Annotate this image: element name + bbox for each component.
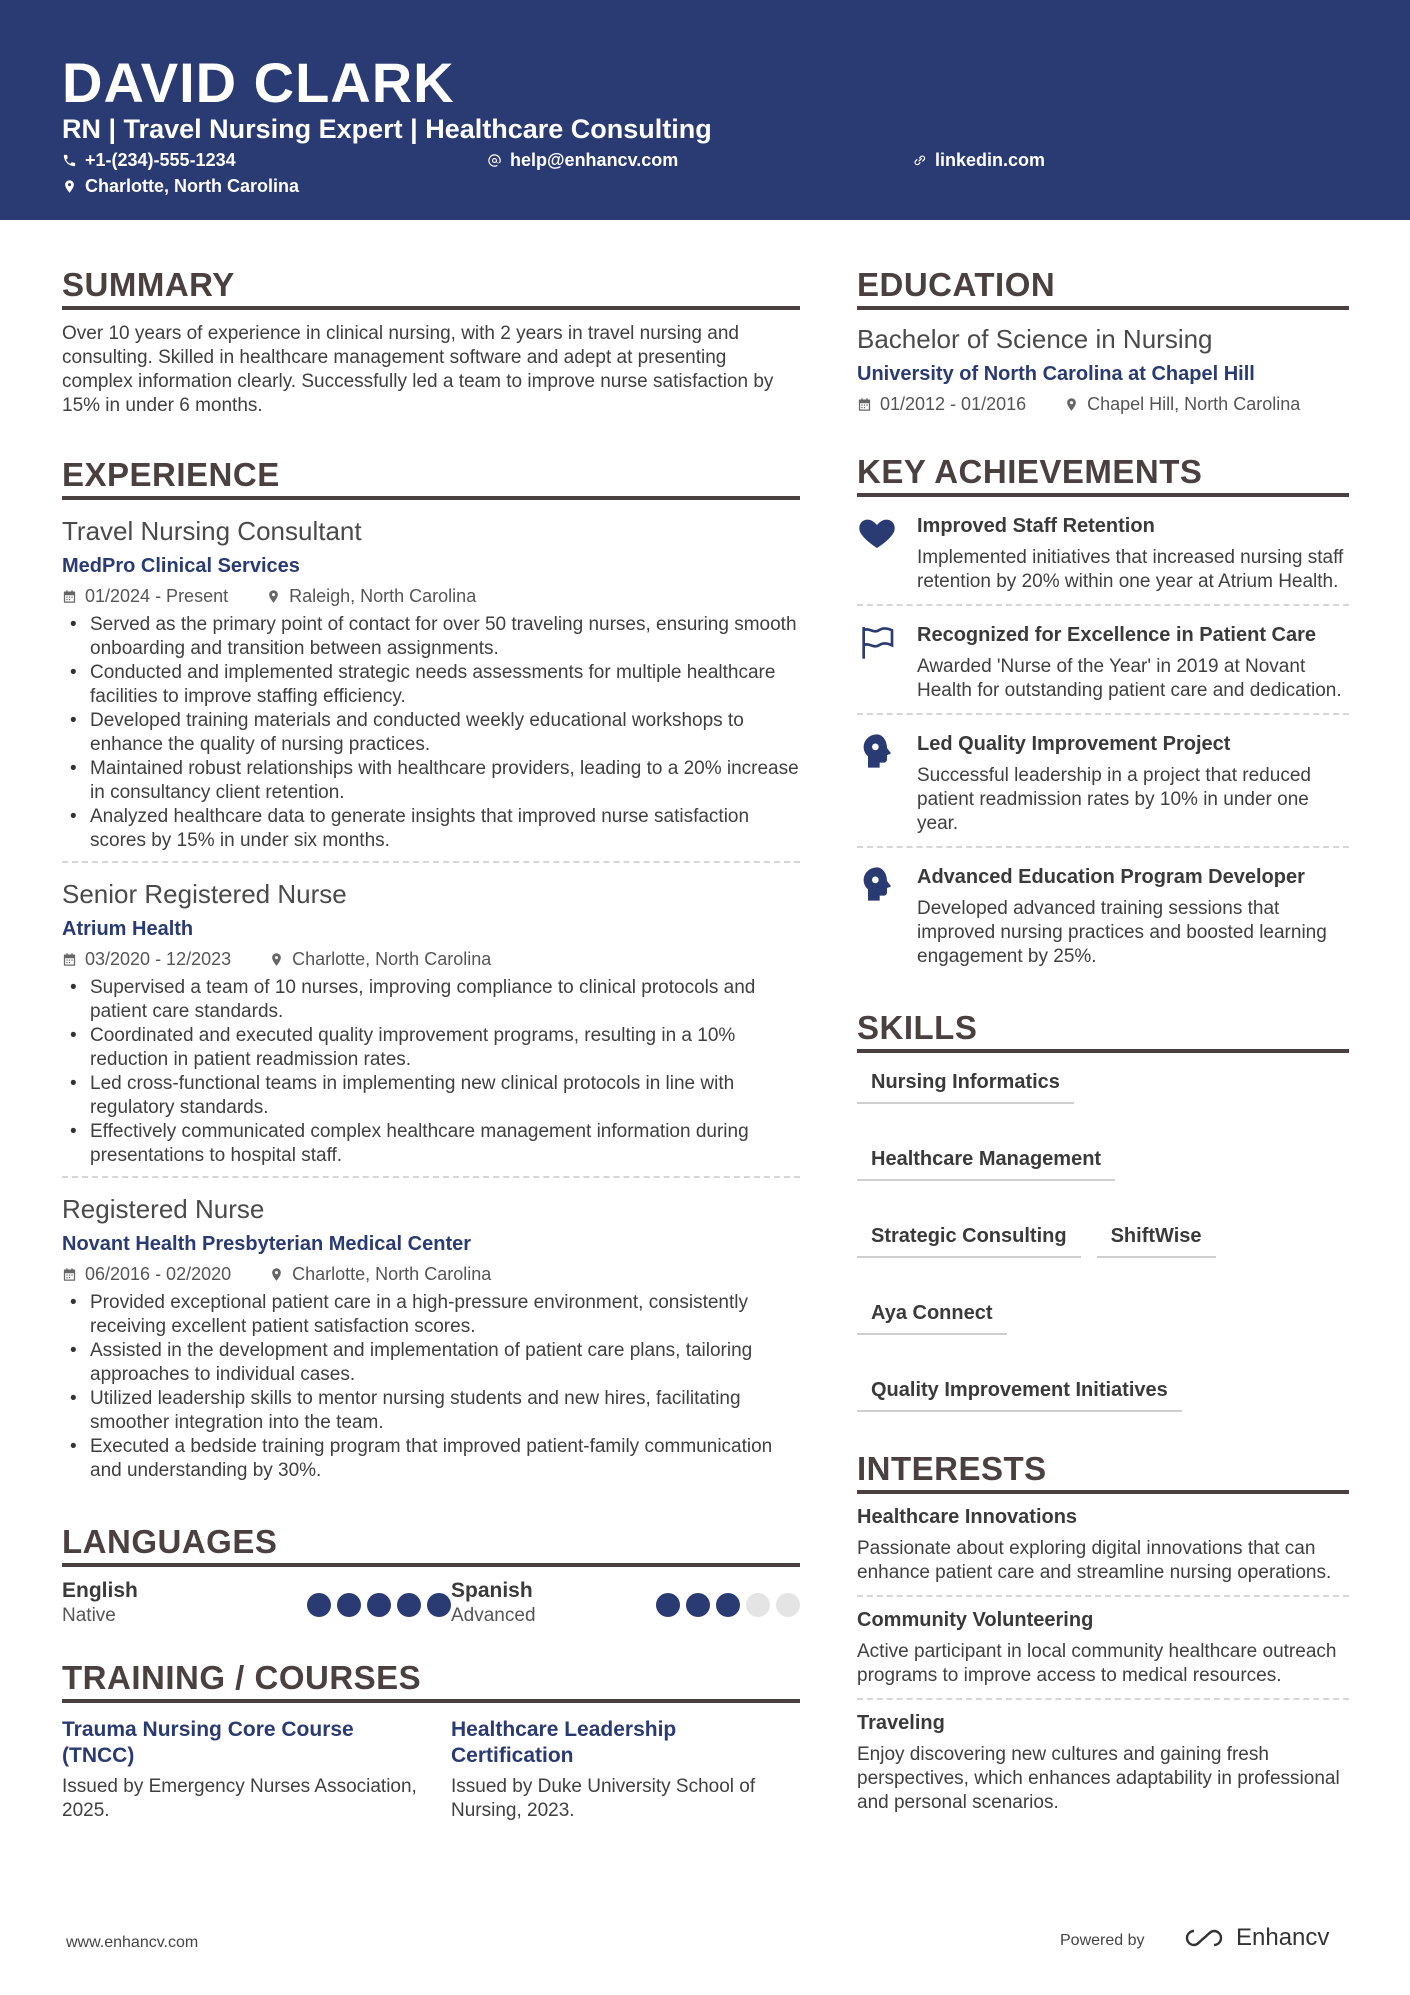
rating-dot-empty — [746, 1593, 770, 1617]
enhancv-logo-icon — [1180, 1926, 1228, 1950]
achievement-desc: Implemented initiatives that increased nursing staff retention by 20% within one year at Atrium Health. — [917, 547, 1344, 592]
contact-email[interactable] — [487, 150, 678, 171]
bullet-item: • Analyzed healthcare data to generate insights that improved nurse satisfaction scores by 15% in under six months. — [62, 805, 800, 853]
language-rating — [656, 1593, 800, 1627]
achievement-item — [857, 846, 1349, 979]
skills-list — [857, 1067, 1349, 1412]
achievement-item — [857, 497, 1349, 604]
job-meta — [62, 949, 800, 970]
language-rating — [307, 1593, 451, 1627]
phone-icon — [62, 153, 77, 168]
skill-tag: Healthcare Management — [857, 1144, 1115, 1181]
phone-text: +1-(234)-555-1234 — [85, 150, 236, 170]
calendar-icon — [857, 397, 872, 412]
training-title: TRAINING / COURSES — [62, 1659, 800, 1703]
contact-linkedin[interactable] — [912, 150, 1045, 171]
job-title: Travel Nursing Consultant — [62, 516, 362, 546]
linkedin-text[interactable]: linkedin.com — [935, 150, 1046, 170]
head-icon — [857, 731, 897, 771]
contact-phone — [62, 150, 236, 171]
job-meta — [62, 586, 800, 607]
job-dates: 03/2020 - 12/2023 — [85, 949, 232, 969]
footer-powered-by: Powered by — [1060, 1932, 1145, 1949]
location-pin-icon — [266, 589, 281, 604]
language-name: English — [62, 1579, 138, 1602]
achievement-title: Recognized for Excellence in Patient Care — [917, 624, 1317, 646]
bullet-item: • Assisted in the development and implementation of patient care plans, tailoring approaches to individual cases. — [62, 1339, 800, 1387]
calendar-icon — [62, 589, 77, 604]
bullet-item: • Provided exceptional patient care in a high-pressure environment, consistently receiving excellent patient satisfaction scores. — [62, 1291, 800, 1339]
job-divider — [62, 861, 800, 863]
job-title: Senior Registered Nurse — [62, 879, 347, 909]
head-icon — [857, 864, 897, 904]
language-name: Spanish — [451, 1579, 533, 1602]
job-entry — [62, 879, 800, 1178]
job-entry — [62, 516, 800, 863]
link-icon — [912, 153, 927, 168]
languages-title: LANGUAGES — [62, 1523, 800, 1567]
language-level: Native — [62, 1605, 116, 1626]
interest-item — [857, 1595, 1349, 1698]
bullet-item: • Served as the primary point of contact for over 50 traveling nurses, ensuring smooth onboarding and transition between assignments. — [62, 613, 800, 661]
job-bullets — [62, 976, 800, 1168]
education-title: EDUCATION — [857, 266, 1349, 310]
job-divider — [62, 1176, 800, 1178]
resume-header — [0, 0, 1410, 220]
bullet-item: • Effectively communicated complex healthcare management information during presentations to hospital staff. — [62, 1120, 800, 1168]
summary-section — [62, 266, 800, 418]
job-dates: 01/2024 - Present — [85, 586, 229, 606]
summary-text: Over 10 years of experience in clinical nursing, with 2 years in travel nursing and consulting. Skilled in healthcare management software and adept at presenting complex information clearly. Successfully led a team to improve nurse satisfaction by 15% in under 6 months. — [62, 323, 774, 416]
skills-section — [857, 1009, 1349, 1412]
left-column — [62, 266, 800, 1823]
rating-dot-filled — [427, 1593, 451, 1617]
rating-dot-filled — [686, 1593, 710, 1617]
language-item — [451, 1579, 800, 1627]
rating-dot-filled — [716, 1593, 740, 1617]
rating-dot-filled — [656, 1593, 680, 1617]
course-title: Healthcare Leadership Certification — [451, 1718, 677, 1767]
languages-list — [62, 1579, 800, 1627]
achievements-section — [857, 453, 1349, 979]
job-company: MedPro Clinical Services — [62, 555, 300, 577]
footer-website[interactable]: www.enhancv.com — [66, 1934, 199, 1951]
course-item — [62, 1717, 451, 1823]
location-pin-icon — [269, 1267, 284, 1282]
achievement-desc: Awarded 'Nurse of the Year' in 2019 at Novant Health for outstanding patient care and dedication. — [917, 656, 1342, 701]
job-bullets — [62, 1291, 800, 1483]
calendar-icon — [62, 952, 77, 967]
bullet-item: • Conducted and implemented strategic needs assessments for multiple healthcare facilities to improve staffing efficiency. — [62, 661, 800, 709]
education-school: University of North Carolina at Chapel Hill — [857, 363, 1255, 385]
language-item — [62, 1579, 451, 1627]
skill-tag: ShiftWise — [1097, 1221, 1216, 1258]
right-column — [857, 266, 1349, 1825]
bullet-item: • Maintained robust relationships with healthcare providers, leading to a 20% increase in consultancy client retention. — [62, 757, 800, 805]
courses-list — [62, 1717, 800, 1823]
job-dates: 06/2016 - 02/2020 — [85, 1264, 232, 1284]
experience-section — [62, 456, 800, 1483]
email-text[interactable]: help@enhancv.com — [510, 150, 679, 170]
interest-desc: Passionate about exploring digital innovations that can enhance patient care and streamline nursing operations. — [857, 1538, 1332, 1583]
interests-title: INTERESTS — [857, 1450, 1349, 1494]
languages-section — [62, 1523, 800, 1627]
bullet-item: • Coordinated and executed quality improvement programs, resulting in a 10% reduction in patient readmission rates. — [62, 1024, 800, 1072]
bullet-item: • Led cross-functional teams in implementing new clinical protocols in line with regulatory standards. — [62, 1072, 800, 1120]
course-item — [451, 1717, 800, 1823]
achievement-desc: Successful leadership in a project that reduced patient readmission rates by 10% in under one year. — [917, 765, 1311, 834]
achievement-item — [857, 604, 1349, 713]
rating-dot-filled — [337, 1593, 361, 1617]
interest-desc: Active participant in local community healthcare outreach programs to improve access to medical resources. — [857, 1641, 1337, 1686]
course-title: Trauma Nursing Core Course (TNCC) — [62, 1718, 354, 1767]
job-company: Atrium Health — [62, 918, 194, 940]
bullet-item: • Executed a bedside training program that improved patient-family communication and understanding by 30%. — [62, 1435, 800, 1483]
achievements-title: KEY ACHIEVEMENTS — [857, 453, 1349, 497]
skill-tag: Strategic Consulting — [857, 1221, 1081, 1258]
interest-title: Traveling — [857, 1712, 945, 1734]
location-text: Charlotte, North Carolina — [85, 176, 300, 196]
education-degree: Bachelor of Science in Nursing — [857, 324, 1213, 354]
achievement-item — [857, 713, 1349, 846]
achievement-title: Advanced Education Program Developer — [917, 866, 1305, 888]
calendar-icon — [62, 1267, 77, 1282]
candidate-subtitle: RN | Travel Nursing Expert | Healthcare Consulting — [62, 114, 712, 144]
interest-item — [857, 1698, 1349, 1825]
rating-dot-filled — [367, 1593, 391, 1617]
job-company: Novant Health Presbyterian Medical Center — [62, 1233, 472, 1255]
achievement-desc: Developed advanced training sessions that improved nursing practices and boosted learning engagement by 25%. — [917, 898, 1327, 967]
education-location: Chapel Hill, North Carolina — [1087, 394, 1301, 414]
job-meta — [62, 1264, 800, 1285]
summary-title: SUMMARY — [62, 266, 800, 310]
heart-icon — [857, 513, 897, 553]
contact-location — [62, 176, 299, 197]
job-entry — [62, 1194, 800, 1483]
experience-title: EXPERIENCE — [62, 456, 800, 500]
interest-desc: Enjoy discovering new cultures and gaining fresh perspectives, which enhances adaptability in professional and personal scenarios. — [857, 1744, 1340, 1813]
education-meta — [857, 394, 1349, 415]
education-dates: 01/2012 - 01/2016 — [880, 394, 1027, 414]
language-level: Advanced — [451, 1605, 536, 1626]
job-location: Charlotte, North Carolina — [292, 1264, 492, 1284]
job-location: Raleigh, North Carolina — [289, 586, 477, 606]
footer-brand[interactable] — [1180, 1924, 1329, 1952]
location-pin-icon — [269, 952, 284, 967]
bullet-item: • Supervised a team of 10 nurses, improving compliance to clinical protocols and patient care standards. — [62, 976, 800, 1024]
location-pin-icon — [1064, 397, 1079, 412]
rating-dot-filled — [307, 1593, 331, 1617]
interest-title: Healthcare Innovations — [857, 1506, 1078, 1528]
course-desc: Issued by Emergency Nurses Association, 2025. — [62, 1776, 417, 1821]
skill-tag: Aya Connect — [857, 1298, 1007, 1335]
interest-title: Community Volunteering — [857, 1609, 1094, 1631]
bullet-item: • Utilized leadership skills to mentor nursing students and new hires, facilitating smoother integration into the team. — [62, 1387, 800, 1435]
achievement-title: Improved Staff Retention — [917, 515, 1155, 537]
interest-item — [857, 1494, 1349, 1595]
education-section — [857, 266, 1349, 415]
skill-tag: Quality Improvement Initiatives — [857, 1375, 1182, 1412]
location-pin-icon — [62, 179, 77, 194]
flag-icon — [857, 622, 897, 662]
skills-title: SKILLS — [857, 1009, 1349, 1053]
achievement-title: Led Quality Improvement Project — [917, 733, 1231, 755]
course-desc: Issued by Duke University School of Nursing, 2023. — [451, 1776, 756, 1821]
interests-section — [857, 1450, 1349, 1825]
job-bullets — [62, 613, 800, 853]
footer-brand-name: Enhancv — [1236, 1924, 1330, 1951]
rating-dot-empty — [776, 1593, 800, 1617]
training-section — [62, 1659, 800, 1823]
skill-tag: Nursing Informatics — [857, 1067, 1074, 1104]
job-title: Registered Nurse — [62, 1194, 265, 1224]
at-icon — [487, 153, 502, 168]
rating-dot-filled — [397, 1593, 421, 1617]
job-location: Charlotte, North Carolina — [292, 949, 492, 969]
bullet-item: • Developed training materials and conducted weekly educational workshops to enhance the quality of nursing practices. — [62, 709, 800, 757]
candidate-name: DAVID CLARK — [62, 51, 455, 114]
